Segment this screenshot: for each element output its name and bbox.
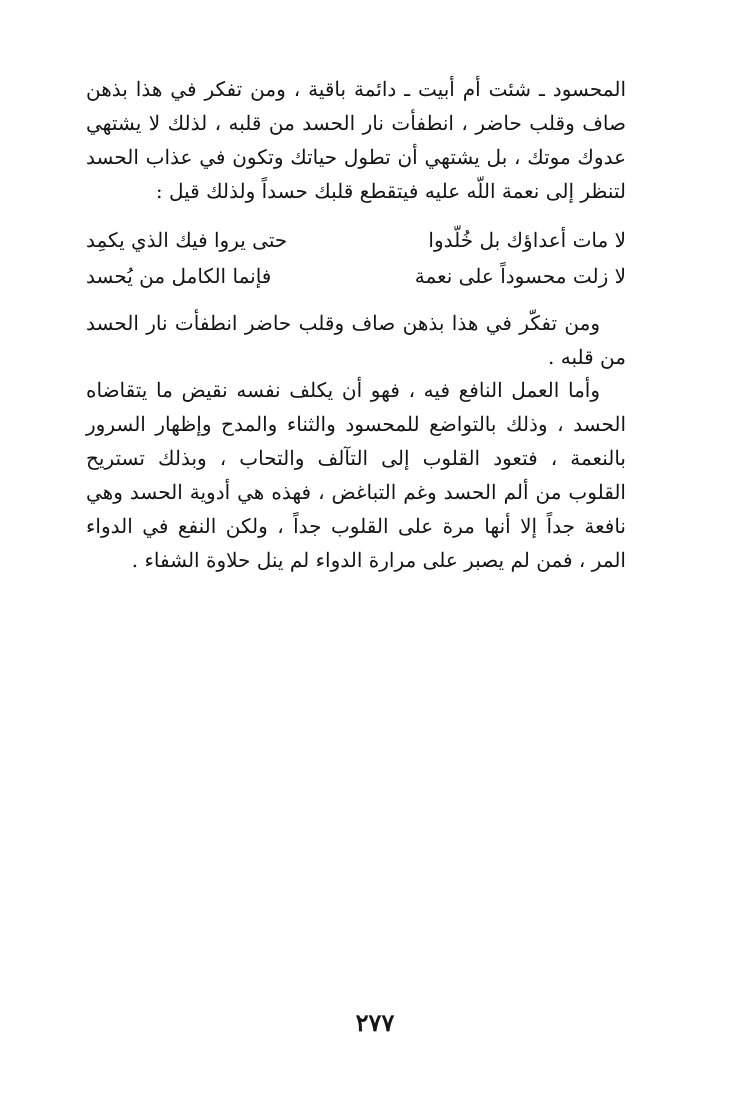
paragraph-reflection: ومن تفكّر في هذا بذهن صاف وقلب حاضر انطفأت نار الحسد من قلبه . bbox=[86, 311, 626, 369]
poem-verse-2 bbox=[86, 258, 626, 294]
verse-1-second-hemistich: حتى يروا فيك الذي يكمِد bbox=[86, 228, 288, 252]
poem-verse-1 bbox=[86, 222, 626, 258]
page-number: ٢٧٧ bbox=[355, 1008, 395, 1037]
verse-2-second-hemistich: فإنما الكامل من يُحسد bbox=[86, 264, 272, 288]
paragraph-beneficial-action: وأما العمل النافع فيه ، فهو أن يكلف نفسه نقيض ما يتقاضاه الحسد ، وذلك بالتواضع للمحسود والثناء والمدح وإظهار السرور بالنعمة ، فتعود القلوب إلى التآلف والتحاب ، وبذلك تستريح القلوب من ألم الحسد وغم التباغض ، فهذه هي أدوية الحسد وهي نافعة جداً إلا أنها مرة على القلوب جداً ، ولكن النفع في الدواء المر ، فمن لم يصبر على مرارة الدواء لم ينل حلاوة الشفاء . bbox=[86, 378, 626, 572]
paragraph-envy-remedy-intro: المحسود ـ شئت أم أبيت ـ دائمة باقية ، ومن تفكر في هذا بذهن صاف وقلب حاضر ، انطفأت نار الحسد من قلبه ، لذلك لا يشتهي عدوك موتك ، بل يشتهي أن تطول حياتك وتكون في عذاب الحسد لتنظر إلى نعمة اللّه عليه فيتقطع قلبك حسداً ولذلك قيل : bbox=[86, 77, 626, 203]
verse-2-first-hemistich: لا زلت محسوداً على نعمة bbox=[414, 264, 626, 288]
verse-1-first-hemistich: لا مات أعداؤك بل خُلّدوا bbox=[428, 228, 626, 252]
poem-block bbox=[86, 222, 626, 294]
